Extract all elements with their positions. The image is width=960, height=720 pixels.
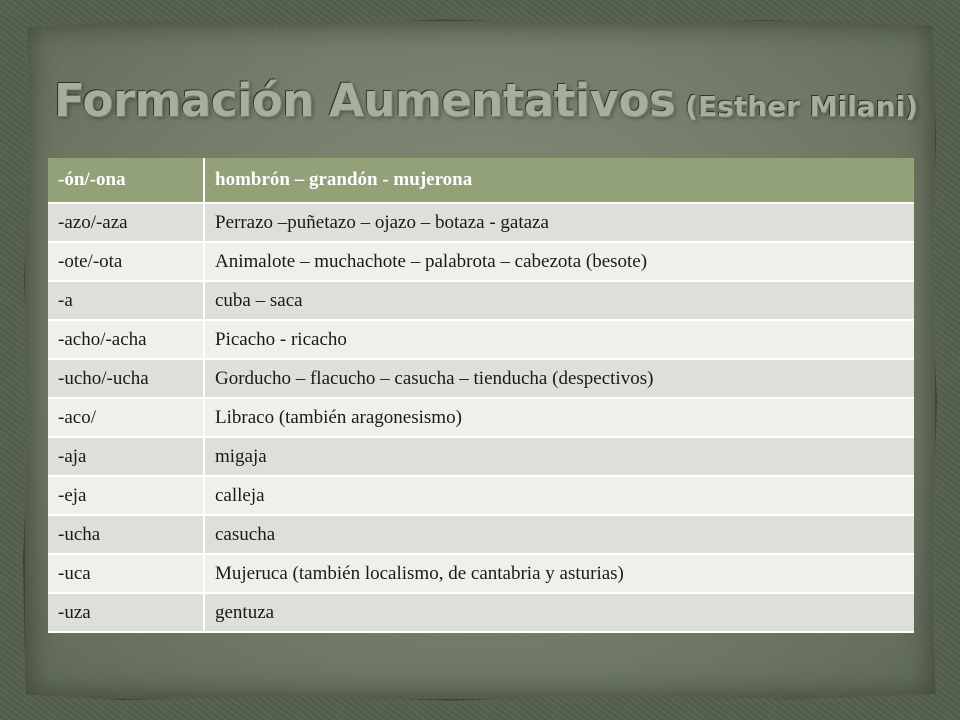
slide-title <box>54 74 918 144</box>
table-row <box>48 476 914 515</box>
table-cell-suffix: -a <box>48 281 204 320</box>
table-row <box>48 281 914 320</box>
table-row <box>48 515 914 554</box>
table-cell-suffix: -ucha <box>48 515 204 554</box>
table-header-row <box>48 158 914 203</box>
table-row <box>48 203 914 242</box>
table-cell-examples: hombrón – grandón - mujerona <box>204 158 914 203</box>
table-cell-suffix: -eja <box>48 476 204 515</box>
table-cell-suffix: -azo/-aza <box>48 203 204 242</box>
table-cell-suffix: -uca <box>48 554 204 593</box>
table-row <box>48 437 914 476</box>
table-cell-examples: Perrazo –puñetazo – ojazo – botaza - gataza <box>204 203 914 242</box>
table-cell-examples: migaja <box>204 437 914 476</box>
table-row <box>48 554 914 593</box>
table-row <box>48 398 914 437</box>
table-cell-suffix: -aco/ <box>48 398 204 437</box>
title-author: (Esther Milani) <box>685 90 918 123</box>
table-cell-suffix: -ucho/-ucha <box>48 359 204 398</box>
table-cell-suffix: -ón/-ona <box>48 158 204 203</box>
table-cell-examples: Mujeruca (también localismo, de cantabria y asturias) <box>204 554 914 593</box>
table-cell-examples: Picacho - ricacho <box>204 320 914 359</box>
table-cell-examples: calleja <box>204 476 914 515</box>
table-cell-examples: Animalote – muchachote – palabrota – cabezota (besote) <box>204 242 914 281</box>
augmentative-suffix-table <box>48 158 914 633</box>
table-cell-examples: casucha <box>204 515 914 554</box>
title-main: Formación Aumentativos <box>54 74 676 127</box>
table-row <box>48 593 914 632</box>
table-row <box>48 320 914 359</box>
table-row <box>48 359 914 398</box>
table-cell-examples: Libraco (también aragonesismo) <box>204 398 914 437</box>
table-cell-examples: cuba – saca <box>204 281 914 320</box>
table-cell-suffix: -aja <box>48 437 204 476</box>
table-cell-suffix: -uza <box>48 593 204 632</box>
table-cell-examples: gentuza <box>204 593 914 632</box>
table-cell-suffix: -ote/-ota <box>48 242 204 281</box>
table-cell-suffix: -acho/-acha <box>48 320 204 359</box>
table-cell-examples: Gorducho – flacucho – casucha – tienducha (despectivos) <box>204 359 914 398</box>
table-row <box>48 242 914 281</box>
